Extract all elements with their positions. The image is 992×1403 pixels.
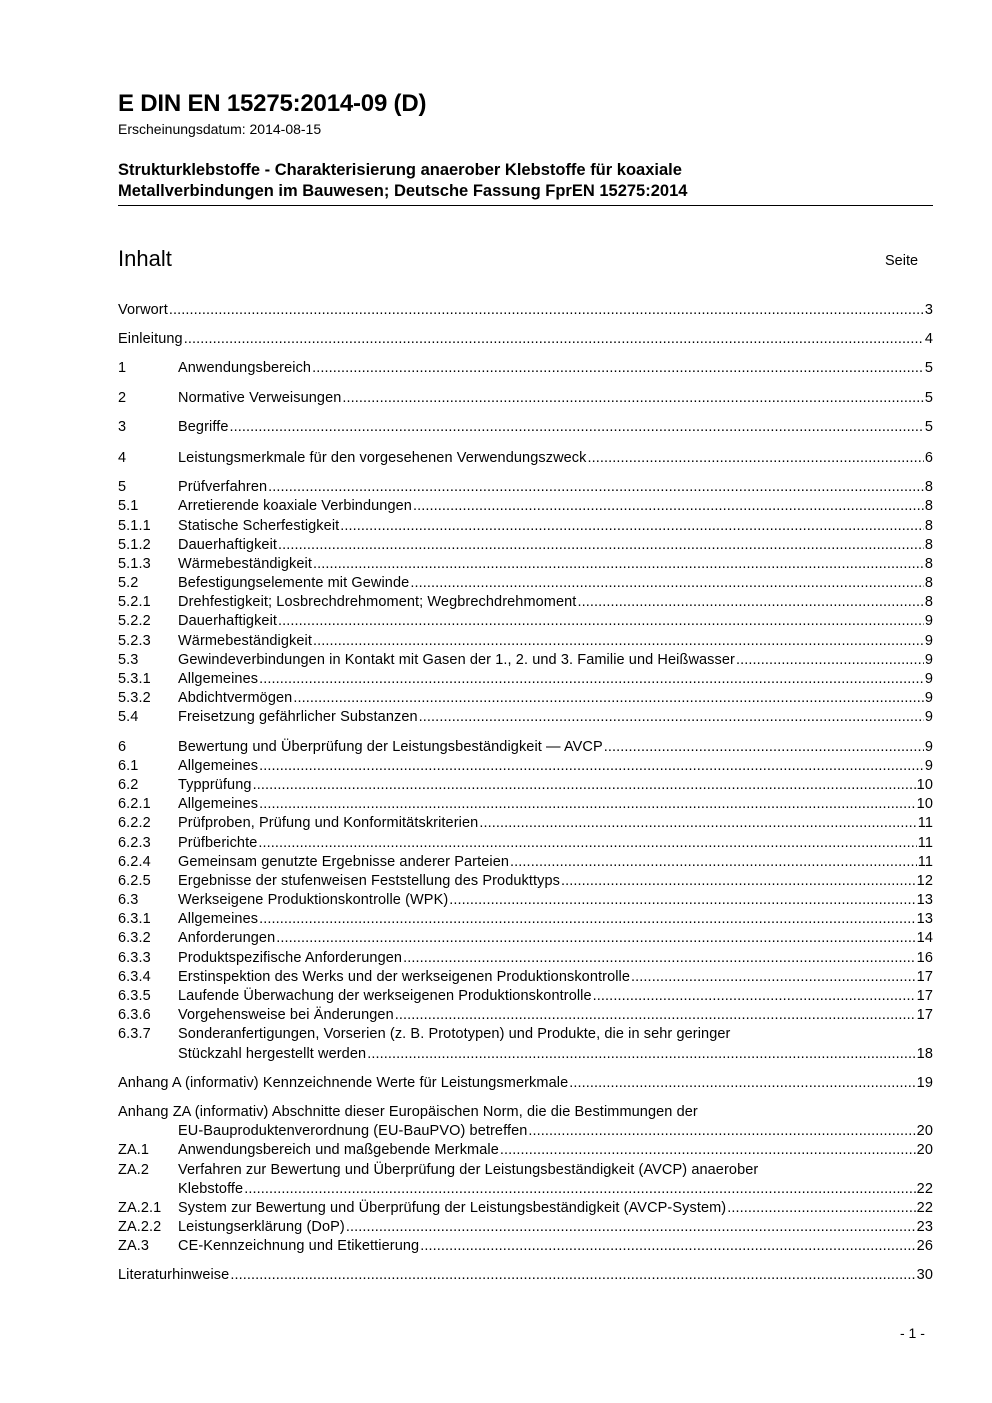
toc-entry-page: 9 [924,709,933,726]
toc-entry[interactable] [118,834,933,853]
toc-entry[interactable] [118,1141,933,1160]
toc-leader-dots [631,968,916,987]
toc-entry-number: 6.3.5 [118,988,151,1004]
toc-leader-dots [403,949,916,968]
toc-entry-title: Drehfestigkeit; Losbrechdrehmoment; Wegbrechdrehmoment [178,594,577,611]
toc-entry[interactable] [118,757,933,776]
toc-entry-page: 9 [924,757,933,774]
toc-entry-title: Wärmebeständigkeit [178,632,312,649]
toc-entry[interactable] [118,1025,933,1063]
toc-entry-number: 6 [118,738,127,755]
toc-entry-number: 6.3.1 [118,911,151,928]
toc-entry[interactable] [118,301,933,320]
toc-entry-page: 5 [924,360,933,377]
toc-leader-dots [500,1141,916,1160]
toc-leader-dots [259,670,924,689]
toc-entry-number: 5.2.1 [118,594,151,611]
toc-entry-title: Vorwort [118,302,168,318]
toc-leader-dots [367,1045,915,1064]
toc-entry-page: 19 [916,1074,933,1091]
toc-entry-number: 6.3.7 [118,1026,151,1043]
toc-entry-number: 2 [118,389,127,406]
toc-leader-dots [278,612,924,631]
toc-entry-page: 5 [924,389,933,406]
toc-entry[interactable] [118,670,933,689]
toc-entry-page: 22 [916,1180,933,1197]
toc-entry[interactable] [118,738,933,757]
toc-leader-dots [569,1074,915,1093]
toc-entry-page: 8 [924,498,933,515]
toc-entry-page: 20 [916,1123,933,1140]
toc-entry-title: Allgemeines [178,911,259,928]
toc-leader-dots [313,555,924,574]
toc-entry-title: Einleitung [118,331,183,348]
toc-leader-dots [588,449,924,468]
subtitle-line-2: Metallverbindungen im Bauwesen; Deutsche Fassung FprEN 15275:2014 [118,182,688,200]
toc-leader-dots [253,776,916,795]
toc-entry-number: 5.4 [118,709,139,726]
toc-leader-dots [230,418,924,437]
toc-entry-title: Allgemeines [178,757,259,774]
toc-entry-page: 11 [917,815,933,832]
toc-entry-title: Befestigungselemente mit Gewinde [178,575,410,592]
toc-entry-number: 1 [118,360,127,377]
toc-entry-title: Produktspezifische Anforderungen [178,949,403,966]
toc-entry-title: Normative Verweisungen [178,389,342,406]
toc-entry[interactable] [118,776,933,795]
toc-entry-page: 9 [924,738,933,755]
document-subtitle [118,160,933,202]
toc-entry-number: 6.2.5 [118,872,151,889]
toc-entry-title: Laufende Überwachung der werkseigenen Produktionskontrolle [178,988,592,1004]
toc-entry-page: 13 [916,892,933,909]
toc-entry[interactable] [118,555,933,574]
toc-entry-title: Prüfproben, Prüfung und Konformitätskriterien [178,815,479,832]
toc-entry-page: 9 [924,613,933,630]
toc-entry-page: 12 [916,872,933,889]
toc-entry-number: 5 [118,479,127,496]
toc-entry-page: 8 [924,536,933,553]
toc-entry-title: Begriffe [178,418,229,435]
toc-entry-number: 5.1.3 [118,555,151,572]
toc-entry-page: 14 [916,930,933,947]
toc-entry[interactable] [118,536,933,555]
toc-entry-title: Abdichtvermögen [178,690,293,707]
toc-entry-page: 30 [916,1267,933,1284]
toc-entry-page: 8 [924,555,933,572]
toc-leader-dots [169,301,924,320]
toc-entry-page: 17 [916,988,933,1004]
toc-entry-number: 5.1.1 [118,517,151,534]
page-number: - 1 - [900,1325,925,1341]
toc-entry-title: Wärmebeständigkeit [178,555,312,572]
toc-entry-number: 6.3 [118,892,139,909]
toc-leader-dots [293,689,923,708]
toc-entry-page: 4 [924,331,933,348]
toc-entry-page: 17 [916,1007,933,1024]
toc-leader-dots [278,536,924,555]
toc-entry-page: 10 [916,776,933,793]
toc-leader-dots [577,593,923,612]
toc-entry[interactable] [118,574,933,593]
toc-entry-number: 6.3.6 [118,1007,151,1024]
toc-leader-dots [528,1122,915,1141]
toc-entry-page: 10 [916,796,933,813]
toc-leader-dots [604,738,924,757]
toc-entry[interactable] [118,1218,933,1237]
toc-entry-title: Gewindeverbindungen in Kontakt mit Gasen der 1., 2. und 3. Familie und Heißwasser [178,651,735,668]
toc-entry-number: ZA.1 [118,1142,150,1159]
toc-entry-page: 17 [916,968,933,985]
toc-entry[interactable] [118,987,933,1006]
toc-entry[interactable] [118,517,933,536]
toc-entry-page: 26 [916,1238,933,1255]
toc-entry[interactable] [118,689,933,708]
toc-entry-title: Werkseigene Produktionskontrolle (WPK) [178,892,449,909]
toc-entry-number: ZA.3 [118,1238,150,1255]
toc-leader-dots [313,632,924,651]
toc-entry-title: System zur Bewertung und Überprüfung der Leistungsbeständigkeit (AVCP-System) [178,1199,727,1216]
toc-entry-title: Anhang ZA (informativ) Abschnitte dieser Europäischen Norm, die die Bestimmungen der [118,1103,698,1120]
toc-entry[interactable] [118,612,933,631]
toc-leader-dots [727,1199,915,1218]
toc-entry-page: 8 [924,575,933,592]
toc-entry-number: 5.1.2 [118,536,151,553]
toc-entry[interactable] [118,330,933,349]
toc-entry[interactable] [118,1237,933,1256]
toc-entry-page: 8 [924,517,933,534]
toc-entry-number: 5.3 [118,651,139,668]
toc-entry-title: Dauerhaftigkeit [178,536,278,553]
toc-leader-dots [244,1180,915,1199]
toc-entry-page: 5 [924,418,933,435]
toc-entry-title-continued: Klebstoffe [178,1180,244,1197]
toc-entry-title: Allgemeines [178,671,259,687]
toc-entry-page: 9 [924,671,933,687]
toc-entry-number: ZA.2.1 [118,1199,162,1216]
toc-entry-number: 5.2.3 [118,632,151,649]
toc-leader-dots [259,910,916,929]
toc-entry-title: Arretierende koaxiale Verbindungen [178,498,412,515]
toc-entry-page: 18 [916,1045,933,1062]
toc-page-label: Seite [885,253,919,269]
toc-entry-title: Leistungsmerkmale für den vorgesehenen Verwendungszweck [178,449,587,466]
toc-entry-page: 23 [916,1219,933,1236]
table-of-contents [118,301,933,1286]
toc-entry-number: 3 [118,418,127,435]
header-divider [118,205,933,206]
toc-entry-page: 8 [924,479,933,496]
toc-entry[interactable] [118,632,933,651]
toc-entry-title: Literaturhinweise [118,1267,230,1284]
toc-entry-number: 6.3.4 [118,968,151,985]
toc-entry-title: Statische Scherfestigkeit [178,517,340,534]
toc-leader-dots [410,574,924,593]
toc-leader-dots [268,478,924,497]
toc-entry-number: 6.3.3 [118,949,151,966]
toc-leader-dots [230,1266,915,1285]
toc-entry[interactable] [118,910,933,929]
toc-entry-page: 9 [924,690,933,707]
toc-leader-dots [340,517,924,536]
toc-entry-title: Erstinspektion des Werks und der werkseigenen Produktionskontrolle [178,968,631,985]
toc-entry-number: 5.2.2 [118,613,151,630]
toc-entry[interactable] [118,1006,933,1025]
toc-entry[interactable] [118,1103,933,1141]
toc-entry[interactable] [118,853,933,872]
toc-entry-number: 6.3.2 [118,930,151,947]
toc-leader-dots [184,330,924,349]
toc-entry-title: Anwendungsbereich [178,360,312,377]
toc-entry-page: 9 [924,651,933,668]
toc-entry-page: 11 [917,853,933,870]
toc-entry-number: 6.1 [118,757,139,774]
publication-date: Erscheinungsdatum: 2014-08-15 [118,121,322,137]
toc-entry[interactable] [118,929,933,948]
subtitle-line-1: Strukturklebstoffe - Charakterisierung anaerober Klebstoffe für koaxiale [118,161,682,179]
toc-leader-dots [479,814,916,833]
toc-entry-number: ZA.2 [118,1161,150,1178]
toc-entry[interactable] [118,593,933,612]
toc-entry[interactable] [118,872,933,891]
toc-entry-page: 11 [917,834,933,851]
toc-leader-dots [736,651,924,670]
toc-entry[interactable] [118,418,933,437]
toc-entry[interactable] [118,478,933,497]
toc-entry-page: 6 [924,449,933,466]
toc-leader-dots [510,853,917,872]
toc-leader-dots [419,708,924,727]
toc-entry-title: Anhang A (informativ) Kennzeichnende Werte für Leistungsmerkmale [118,1074,569,1091]
toc-entry[interactable] [118,389,933,408]
toc-entry[interactable] [118,359,933,378]
toc-leader-dots [413,497,924,516]
toc-leader-dots [312,359,924,378]
toc-entry-title: Bewertung und Überprüfung der Leistungsbeständigkeit — AVCP [178,738,603,755]
toc-leader-dots [259,757,924,776]
toc-entry-title: CE-Kennzeichnung und Etikettierung [178,1238,420,1255]
toc-entry[interactable] [118,449,933,468]
toc-entry-title-continued: EU-Bauproduktenverordnung (EU-BauPVO) betreffen [178,1123,528,1140]
document-title: E DIN EN 15275:2014-09 (D) [118,90,427,117]
toc-entry-number: 6.2.1 [118,796,151,813]
toc-entry-title-continued: Stückzahl hergestellt werden [178,1045,367,1062]
toc-entry-title: Sonderanfertigungen, Vorserien (z. B. Prototypen) und Produkte, die in sehr geringer [178,1026,731,1043]
toc-leader-dots [449,891,915,910]
toc-entry-title: Prüfverfahren [178,479,268,496]
toc-leader-dots [342,389,923,408]
toc-entry[interactable] [118,497,933,516]
toc-entry[interactable] [118,708,933,727]
toc-entry-page: 8 [924,594,933,611]
toc-entry[interactable] [118,1074,933,1093]
toc-leader-dots [561,872,916,891]
toc-entry-title: Gemeinsam genutzte Ergebnisse anderer Parteien [178,853,510,870]
toc-entry-title: Verfahren zur Bewertung und Überprüfung der Leistungsbeständigkeit (AVCP) anaerober [178,1161,759,1178]
toc-entry-page: 13 [916,911,933,928]
toc-leader-dots [276,929,915,948]
toc-entry-title: Dauerhaftigkeit [178,613,278,630]
toc-entry-number: ZA.2.2 [118,1219,162,1236]
toc-entry-title: Anwendungsbereich und maßgebende Merkmale [178,1142,499,1159]
toc-entry-title: Ergebnisse der stufenweisen Feststellung des Produkttyps [178,872,560,889]
toc-entry-title: Freisetzung gefährlicher Substanzen [178,709,418,726]
toc-entry-title: Prüfberichte [178,834,258,851]
toc-entry[interactable] [118,651,933,670]
toc-entry-page: 9 [924,632,933,649]
toc-entry-title: Vorgehensweise bei Änderungen [178,1007,394,1024]
toc-entry-title: Typprüfung [178,776,252,793]
toc-entry-number: 5.1 [118,498,139,515]
toc-leader-dots [593,987,916,1006]
toc-entry-title: Anforderungen [178,930,276,947]
toc-leader-dots [346,1218,916,1237]
toc-entry[interactable] [118,814,933,833]
toc-entry[interactable] [118,1266,933,1285]
toc-entry-page: 3 [924,302,933,318]
toc-entry[interactable] [118,891,933,910]
toc-heading: Inhalt [118,246,172,271]
toc-entry[interactable] [118,1199,933,1218]
toc-entry-number: 6.2 [118,776,139,793]
toc-entry-number: 5.2 [118,575,139,592]
toc-entry[interactable] [118,795,933,814]
toc-entry[interactable] [118,968,933,987]
toc-entry[interactable] [118,1161,933,1199]
toc-entry-number: 5.3.1 [118,671,151,687]
toc-leader-dots [259,795,916,814]
toc-entry-number: 6.2.3 [118,834,151,851]
toc-entry-title: Allgemeines [178,796,259,813]
toc-leader-dots [420,1237,915,1256]
toc-entry[interactable] [118,949,933,968]
toc-entry-page: 20 [916,1142,933,1159]
toc-entry-page: 16 [916,949,933,966]
toc-leader-dots [395,1006,916,1025]
toc-entry-page: 22 [916,1199,933,1216]
toc-entry-number: 5.3.2 [118,690,151,707]
toc-entry-number: 6.2.4 [118,853,151,870]
toc-entry-number: 4 [118,449,127,466]
toc-entry-title: Leistungserklärung (DoP) [178,1219,345,1236]
toc-leader-dots [258,834,916,853]
toc-entry-number: 6.2.2 [118,815,151,832]
